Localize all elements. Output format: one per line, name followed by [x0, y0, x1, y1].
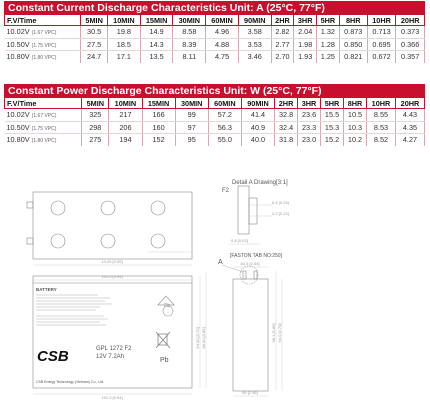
table-cell: 23.6 [298, 109, 321, 122]
dim-faston-width: 3.2 [0.13] [272, 211, 289, 216]
table-cell: 4.96 [206, 26, 239, 39]
table-cell: 10.5 [344, 109, 367, 122]
faston-tab-label: [FASTON TAB NO:250] [230, 253, 282, 259]
table-row [5, 109, 425, 122]
table-cell: 166 [142, 109, 175, 122]
power-table-title: Constant Power Discharge Characteristics Unit: W (25°C, 77°F) [4, 84, 425, 98]
detail-marker-a: A [218, 259, 223, 266]
table-cell: 160 [142, 121, 175, 134]
company-name: CSB Energy Technology (Vietnam) Co., Ltd. [36, 380, 105, 384]
column-header: 5MIN [82, 98, 109, 109]
column-header: 10MIN [109, 98, 142, 109]
table-cell: 19.8 [108, 26, 141, 39]
table-cell: 217 [109, 109, 142, 122]
table-cell: 0.672 [367, 51, 396, 63]
column-header: 30MIN [173, 15, 206, 26]
final-voltage: 10.02V [6, 27, 30, 37]
table-cell: 4.35 [395, 121, 424, 134]
table-cell: 152 [142, 134, 175, 146]
table-cell: 15.3 [321, 121, 344, 134]
detail-label: Detail A Drawing[3:1] [232, 180, 288, 186]
table-cell: 4.75 [206, 51, 239, 63]
table-cell: 2.82 [271, 26, 294, 39]
final-voltage-cell [5, 121, 82, 134]
column-header: 90MIN [241, 98, 274, 109]
table-row [5, 121, 425, 134]
table-cell: 15.5 [321, 109, 344, 122]
table-cell: 2.70 [271, 51, 294, 63]
table-cell: 55.0 [208, 134, 241, 146]
table-cell: 99 [175, 109, 208, 122]
table-cell: 10.2 [344, 134, 367, 146]
table-cell: 32.4 [275, 121, 298, 134]
final-voltage-cell [5, 38, 81, 51]
table-cell: 14.9 [140, 26, 173, 39]
battery-dimension-drawing [0, 158, 430, 400]
column-header: 8HR [339, 15, 367, 26]
front-view-outline [33, 276, 192, 388]
table-cell: 10.3 [344, 121, 367, 134]
column-header: 8HR [344, 98, 367, 109]
column-header: 2HR [271, 15, 294, 26]
table-cell: 206 [109, 121, 142, 134]
table-cell: 8.53 [367, 121, 396, 134]
final-voltage: 10.80V [6, 52, 30, 62]
column-header: 60MIN [206, 15, 239, 26]
table-cell: 15.2 [321, 134, 344, 146]
table-cell: 8.55 [367, 109, 396, 122]
table-row [5, 51, 425, 63]
table-cell: 18.5 [108, 38, 141, 51]
top-view-outline [33, 192, 192, 259]
column-header: 10HR [367, 98, 396, 109]
column-header: 15MIN [142, 98, 175, 109]
column-header: 20HR [396, 15, 425, 26]
column-header: 10MIN [108, 15, 141, 26]
power-discharge-table [4, 98, 425, 146]
current-table-title: Constant Current Discharge Characteristics Unit: A (25°C, 77°F) [4, 1, 425, 15]
battery-word: BATTERY [36, 287, 57, 292]
column-header: 2HR [275, 98, 298, 109]
table-cell: 57.2 [208, 109, 241, 122]
table-cell: 3.53 [238, 38, 271, 51]
vpc-value: (1.80 VPC) [31, 55, 57, 62]
final-voltage: 10.02V [6, 110, 30, 120]
vpc-value: (1.67 VPC) [31, 30, 57, 37]
table-cell: 3.46 [238, 51, 271, 63]
table-cell: 40.0 [241, 134, 274, 146]
table-cell: 4.43 [395, 109, 424, 122]
side-view-outline [233, 279, 268, 391]
table-cell: 31.8 [275, 134, 298, 146]
table-cell: 41.4 [241, 109, 274, 122]
crossed-bin-icon [156, 332, 170, 348]
terminal-label: F2 [222, 188, 230, 194]
vpc-value: (1.80 VPC) [31, 138, 57, 145]
table-cell: 56.3 [208, 121, 241, 134]
csb-logo: CSB [37, 348, 69, 365]
dim-front-width: 151.0 [5.94] [101, 395, 123, 400]
table-cell: 32.8 [275, 109, 298, 122]
dim-front-overall: 151.0 [5.94] [101, 274, 123, 279]
column-header: 10HR [367, 15, 396, 26]
battery-model: GPL 1272 F2 [96, 346, 132, 352]
table-cell: 27.5 [81, 38, 108, 51]
dim-side-bottom: 65 [2.56] [242, 390, 258, 395]
table-cell: 24.7 [81, 51, 108, 63]
final-voltage-cell [5, 109, 82, 122]
table-cell: 1.28 [317, 38, 340, 51]
column-header: 90MIN [238, 15, 271, 26]
pb-icon: Pb [160, 357, 169, 364]
current-discharge-table [4, 15, 425, 63]
table-cell: 23.0 [298, 134, 321, 146]
table-cell: 95 [175, 134, 208, 146]
dim-faston-thickness: 0.8 [0.03] [231, 238, 248, 243]
table-cell: 0.821 [339, 51, 367, 63]
dim-top-width: 14.00 [0.55] [101, 259, 123, 264]
table-cell: 298 [82, 121, 109, 134]
table-row [5, 38, 425, 51]
table-cell: 0.873 [339, 26, 367, 39]
dim-side-inner-height: 94.0 [3.70] [277, 323, 282, 343]
table-cell: 23.3 [298, 121, 321, 134]
final-voltage-cell [5, 134, 82, 146]
table-cell: 4.27 [395, 134, 424, 146]
table-header-row [5, 98, 425, 109]
battery-label [36, 287, 174, 384]
table-cell: 0.357 [396, 51, 425, 63]
column-header: 3HR [294, 15, 317, 26]
column-header: 20HR [395, 98, 424, 109]
table-cell: 0.713 [367, 26, 396, 39]
table-cell: 8.39 [173, 38, 206, 51]
table-cell: 2.04 [294, 26, 317, 39]
battery-spec: 12V 7.2Ah [96, 354, 125, 360]
table-cell: 0.366 [396, 38, 425, 51]
vpc-value: (1.75 VPC) [31, 125, 57, 132]
recycle-icon [158, 296, 174, 309]
table-cell: 2.77 [271, 38, 294, 51]
table-cell: 17.1 [108, 51, 141, 63]
table-cell: 8.11 [173, 51, 206, 63]
column-header: 15MIN [140, 15, 173, 26]
table-cell: 1.93 [294, 51, 317, 63]
dim-front-height-total: 98.00 [3.86] [201, 327, 206, 349]
column-header: F.V/Time [5, 15, 81, 26]
table-cell: 1.25 [317, 51, 340, 63]
table-cell: 325 [82, 109, 109, 122]
table-cell: 30.5 [81, 26, 108, 39]
vpc-value: (1.75 VPC) [31, 42, 57, 49]
table-cell: 40.9 [241, 121, 274, 134]
final-voltage-cell [5, 26, 81, 39]
table-row [5, 134, 425, 146]
final-voltage: 10.50V [6, 122, 30, 132]
table-cell: 3.58 [238, 26, 271, 39]
table-cell: 97 [175, 121, 208, 134]
table-row [5, 26, 425, 39]
final-voltage: 10.50V [6, 39, 30, 49]
vpc-value: (1.67 VPC) [31, 113, 57, 120]
table-cell: 0.695 [367, 38, 396, 51]
table-cell: 14.3 [140, 38, 173, 51]
table-cell: 8.58 [173, 26, 206, 39]
table-header-row [5, 15, 425, 26]
column-header: F.V/Time [5, 98, 82, 109]
column-header: 5MIN [81, 15, 108, 26]
table-cell: 0.850 [339, 38, 367, 51]
recycle-pb: Pb [164, 303, 171, 309]
final-voltage-cell [5, 51, 81, 63]
column-header: 30MIN [175, 98, 208, 109]
table-cell: 13.5 [140, 51, 173, 63]
table-cell: 1.98 [294, 38, 317, 51]
table-cell: 0.373 [396, 26, 425, 39]
final-voltage: 10.80V [6, 135, 30, 145]
dim-side-width: 64.5 [2.54] [240, 261, 260, 266]
dim-side-height: 98.1 [3.86] [271, 323, 276, 343]
column-header: 5HR [321, 98, 344, 109]
table-cell: 1.32 [317, 26, 340, 39]
table-cell: 4.88 [206, 38, 239, 51]
dim-faston-height: 6.4 [0.25] [272, 200, 289, 205]
column-header: 60MIN [208, 98, 241, 109]
table-cell: 8.52 [367, 134, 396, 146]
column-header: 3HR [298, 98, 321, 109]
column-header: 5HR [317, 15, 340, 26]
dim-front-height-case: 94.00 [3.70] [195, 327, 200, 349]
table-cell: 194 [109, 134, 142, 146]
table-cell: 275 [82, 134, 109, 146]
